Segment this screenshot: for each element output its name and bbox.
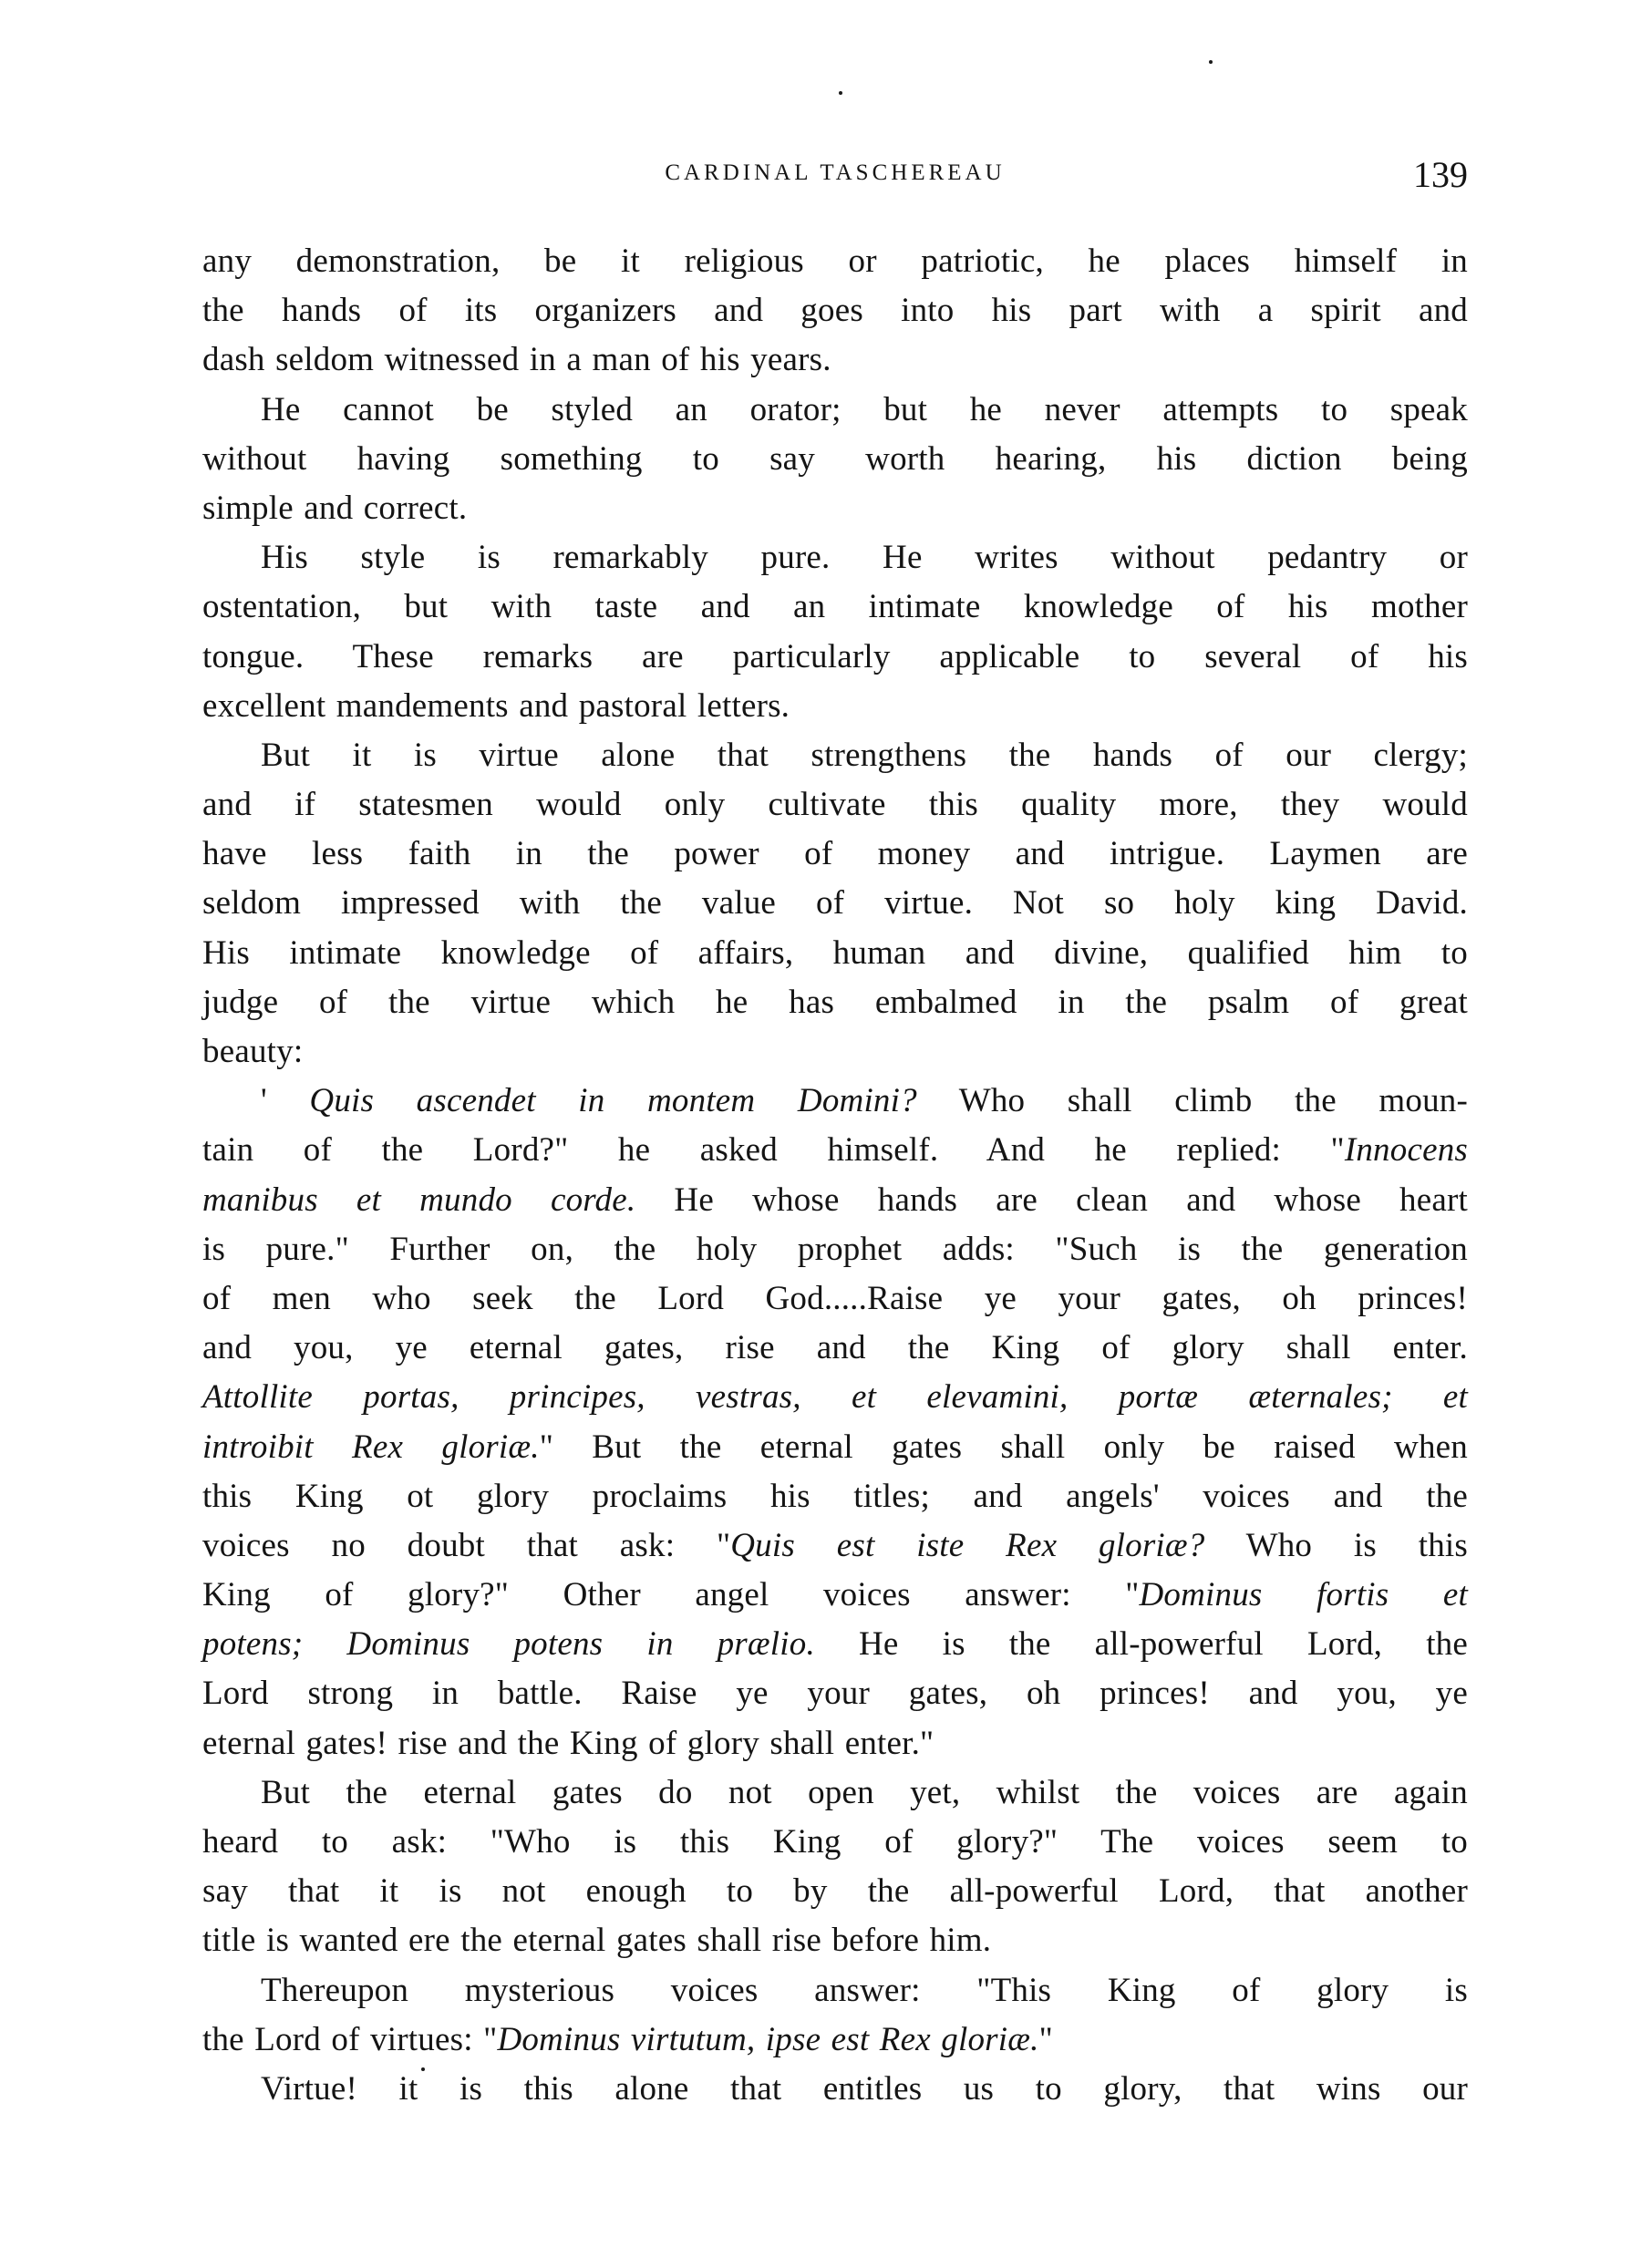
text-segment: tain of the Lord?" he asked himself. And he replied: " <box>202 1131 1345 1170</box>
text-line <box>202 1966 1468 2015</box>
text-line <box>202 1077 1468 1126</box>
text-segment: Who shall climb the moun- <box>916 1082 1468 1120</box>
text-segment: seldom impressed with the value of virtue. Not so holy king David. <box>202 884 1468 923</box>
text-line <box>202 1521 1468 1571</box>
text-segment: and you, ye eternal gates, rise and the King of glory shall enter. <box>202 1329 1468 1367</box>
text-line <box>202 1620 1468 1669</box>
text-line <box>202 1274 1468 1324</box>
text-line <box>202 1126 1468 1175</box>
text-segment: tongue. These remarks are particularly applicable to several of his <box>202 637 1468 675</box>
text-segment: His style is remarkably pure. He writes without pedantry or <box>261 539 1468 577</box>
text-segment: of men who seek the Lord God.....Raise ye your gates, oh princes! <box>202 1279 1468 1317</box>
text-segment: Thereupon mysterious voices answer: "This King of glory is <box>261 1971 1468 2009</box>
text-line <box>202 2015 1468 2065</box>
text-segment: Who is this <box>1204 1526 1469 1564</box>
text-line <box>202 1669 1468 1718</box>
latin-quote: Quis ascendet in montem Domini? <box>309 1082 917 1120</box>
text-line <box>202 533 1468 582</box>
text-segment: " But the eternal gates shall only be raised when <box>539 1428 1468 1466</box>
latin-quote: manibus et mundo corde. <box>202 1180 636 1219</box>
text-line <box>202 682 1468 731</box>
text-segment: " <box>1038 2020 1053 2058</box>
text-segment: ' <box>261 1082 310 1120</box>
text-segment: is pure." Further on, the holy prophet adds: "Such is the generation <box>202 1230 1468 1268</box>
text-line <box>202 929 1468 978</box>
text-line <box>202 237 1468 286</box>
text-segment: say that it is not enough to by the all-powerful Lord, that another <box>202 1872 1468 1911</box>
text-segment: judge of the virtue which he has embalmed in the psalm of great <box>202 983 1468 1021</box>
text-segment: Virtue! it is this alone that entitles us to glory, that wins our <box>261 2069 1468 2108</box>
text-line <box>202 731 1468 780</box>
text-segment: He cannot be styled an orator; but he never attempts to speak <box>261 390 1468 428</box>
text-segment: His intimate knowledge of affairs, human and divine, qualified him to <box>202 933 1468 972</box>
text-line <box>202 1818 1468 1867</box>
text-line <box>202 335 1468 385</box>
text-line <box>202 1867 1468 1916</box>
latin-quote: Dominus fortis et <box>1139 1576 1469 1614</box>
text-segment: title is wanted ere the eternal gates shall rise before him. <box>202 1922 992 1960</box>
latin-quote: introibit Rex gloriæ. <box>202 1428 540 1466</box>
text-line <box>202 1472 1468 1521</box>
text-segment: excellent mandements and pastoral letters. <box>202 686 790 725</box>
text-line <box>202 484 1468 533</box>
text-segment: But it is virtue alone that strengthens the hands of our clergy; <box>261 736 1468 774</box>
text-segment: the Lord of virtues: " <box>202 2020 498 2058</box>
text-line <box>202 2065 1468 2114</box>
text-line <box>202 1571 1468 1620</box>
text-segment: eternal gates! rise and the King of glory shall enter." <box>202 1724 934 1762</box>
running-title: CARDINAL TASCHEREAU <box>665 160 1006 185</box>
text-line <box>202 830 1468 879</box>
text-segment: He whose hands are clean and whose heart <box>635 1180 1469 1219</box>
text-line <box>202 780 1468 830</box>
text-segment: the hands of its organizers and goes into his part with a spirit and <box>202 292 1468 330</box>
text-segment: dash seldom witnessed in a man of his years. <box>202 341 831 379</box>
page-number: 139 <box>1413 154 1468 195</box>
text-line <box>202 435 1468 484</box>
text-segment: ostentation, but with taste and an intimate knowledge of his mother <box>202 588 1468 626</box>
text-segment: Lord strong in battle. Raise ye your gates, oh princes! and you, ye <box>202 1675 1468 1713</box>
text-line <box>202 1768 1468 1818</box>
latin-quote: potens; Dominus potens in prælio. <box>202 1625 815 1664</box>
text-line <box>202 1176 1468 1225</box>
text-segment: any demonstration, be it religious or patriotic, he places himself in <box>202 242 1468 280</box>
text-segment: this King ot glory proclaims his titles; and angels' voices and the <box>202 1477 1468 1515</box>
text-segment: heard to ask: "Who is this King of glory?" The voices seem to <box>202 1823 1468 1861</box>
text-segment: have less faith in the power of money and intrigue. Laymen are <box>202 835 1468 873</box>
text-line <box>202 1423 1468 1472</box>
text-segment: voices no doubt that ask: " <box>202 1526 731 1564</box>
text-line <box>202 1027 1468 1077</box>
latin-quote: Dominus virtutum, ipse est Rex gloriæ. <box>497 2020 1039 2058</box>
ink-speck <box>1209 60 1213 64</box>
body-text <box>202 237 1468 2114</box>
text-line <box>202 1225 1468 1274</box>
text-segment: simple and correct. <box>202 489 468 527</box>
text-line <box>202 879 1468 928</box>
text-segment: King of glory?" Other angel voices answer: " <box>202 1576 1140 1614</box>
text-line <box>202 386 1468 435</box>
text-line <box>202 286 1468 335</box>
text-line <box>202 1373 1468 1422</box>
latin-quote: Innocens <box>1344 1131 1468 1170</box>
page-header <box>202 153 1468 199</box>
text-line <box>202 1719 1468 1768</box>
latin-quote: Attollite portas, principes, vestras, et elevamini, portæ æternales; et <box>202 1378 1468 1417</box>
latin-quote: Quis est iste Rex gloriæ? <box>730 1526 1205 1564</box>
text-segment: But the eternal gates do not open yet, whilst the voices are again <box>261 1773 1468 1811</box>
text-line <box>202 978 1468 1027</box>
text-segment: beauty: <box>202 1033 304 1070</box>
text-segment: and if statesmen would only cultivate this quality more, they would <box>202 786 1468 824</box>
ink-speck <box>839 91 842 95</box>
text-line <box>202 633 1468 682</box>
text-segment: without having something to say worth hearing, his diction being <box>202 439 1468 478</box>
text-line <box>202 1916 1468 1965</box>
text-segment: He is the all-powerful Lord, the <box>814 1625 1468 1664</box>
text-line <box>202 1324 1468 1373</box>
text-line <box>202 582 1468 632</box>
